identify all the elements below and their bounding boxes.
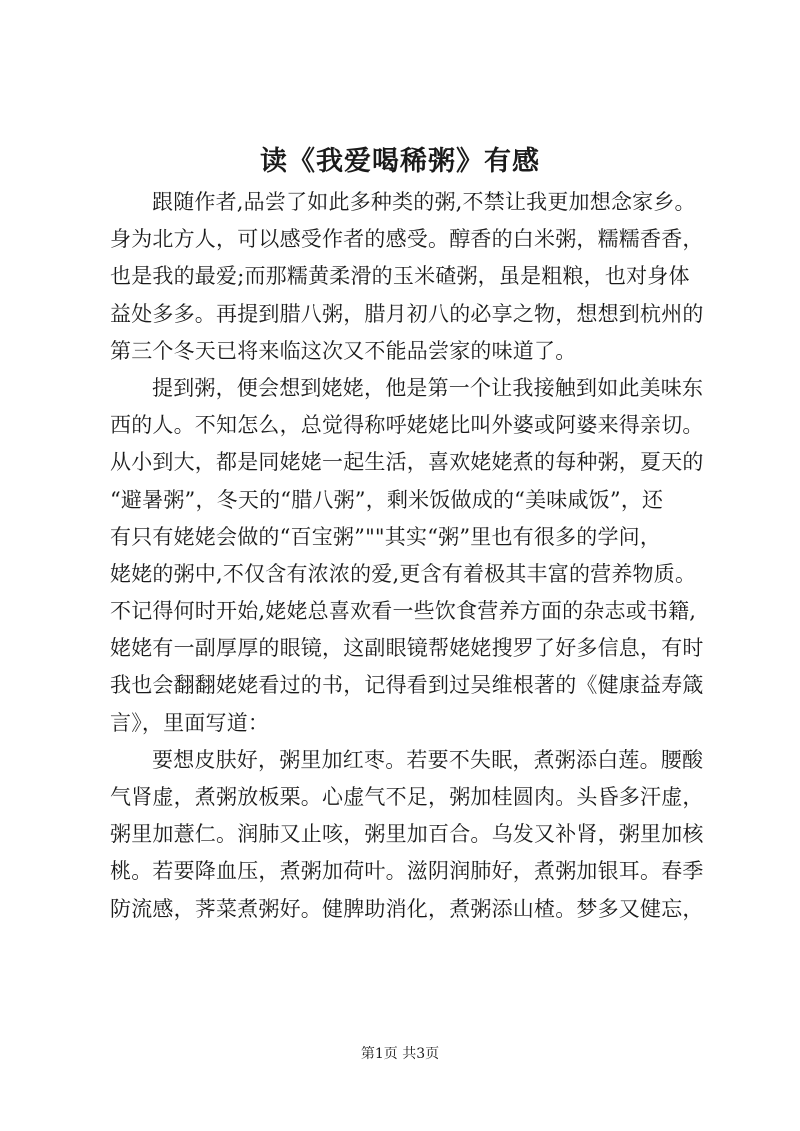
document-body	[110, 184, 716, 928]
text-line: 从小到大，都是同姥姥一起生活，喜欢姥姥煮的每种粥，夏天的	[110, 450, 704, 475]
text-line: 桃。若要降血压，煮粥加荷叶。滋阴润肺好，煮粥加银耳。春季	[110, 859, 704, 884]
text-line: 身为北方人，可以感受作者的感受。醇香的白米粥，糯糯香香，	[110, 227, 704, 252]
text-line: 要想皮肤好，粥里加红枣。若要不失眠，煮粥添白莲。腰酸	[152, 747, 704, 772]
text-line: 言》，里面写道：	[110, 710, 270, 735]
text-line: 粥里加薏仁。润肺又止咳，粥里加百合。乌发又补肾，粥里加核	[110, 822, 704, 847]
text-line: 我也会翻翻姥姥看过的书，记得看到过吴维根著的《健康益寿箴	[110, 673, 704, 698]
text-line: 有只有姥姥会做的“百宝粥”""其实“粥”里也有很多的学问，	[110, 524, 662, 549]
text-line: 不记得何时开始,姥姥总喜欢看一些饮食营养方面的杂志或书籍,	[110, 599, 697, 624]
text-line: 气肾虚，煮粥放板栗。心虚气不足，粥加桂圆肉。头昏多汗虚，	[110, 785, 704, 809]
page-footer: 第1页 共3页	[360, 1046, 440, 1062]
text-line: 益处多多。再提到腊八粥，腊月初八的必享之物，想想到杭州的	[110, 301, 704, 326]
document-title: 读《我爱喝稀粥》有感	[260, 146, 540, 177]
text-line: 第三个冬天已将来临这次又不能品尝家的味道了。	[110, 338, 577, 363]
text-line: 也是我的最爱;而那糯黄柔滑的玉米碴粥，虽是粗粮，也对身体	[110, 264, 690, 289]
text-line: 西的人。不知怎么，总觉得称呼姥姥比叫外婆或阿婆来得亲切。	[110, 413, 704, 438]
text-line: 姥姥有一副厚厚的眼镜，这副眼镜帮姥姥搜罗了好多信息，有时	[110, 636, 704, 661]
text-line: 跟随作者,品尝了如此多种类的粥,不禁让我更加想念家乡。	[152, 190, 696, 214]
text-line: 防流感，荠菜煮粥好。健脾助消化，煮粥添山楂。梦多又健忘，	[110, 896, 704, 921]
text-line: “避暑粥”，冬天的“腊八粥”，剩米饭做成的“美味咸饭”，还	[110, 487, 664, 512]
text-line: 姥姥的粥中,不仅含有浓浓的爱,更含有着极其丰富的营养物质。	[110, 561, 697, 586]
text-line: 提到粥，便会想到姥姥，他是第一个让我接触到如此美味东	[152, 375, 704, 400]
